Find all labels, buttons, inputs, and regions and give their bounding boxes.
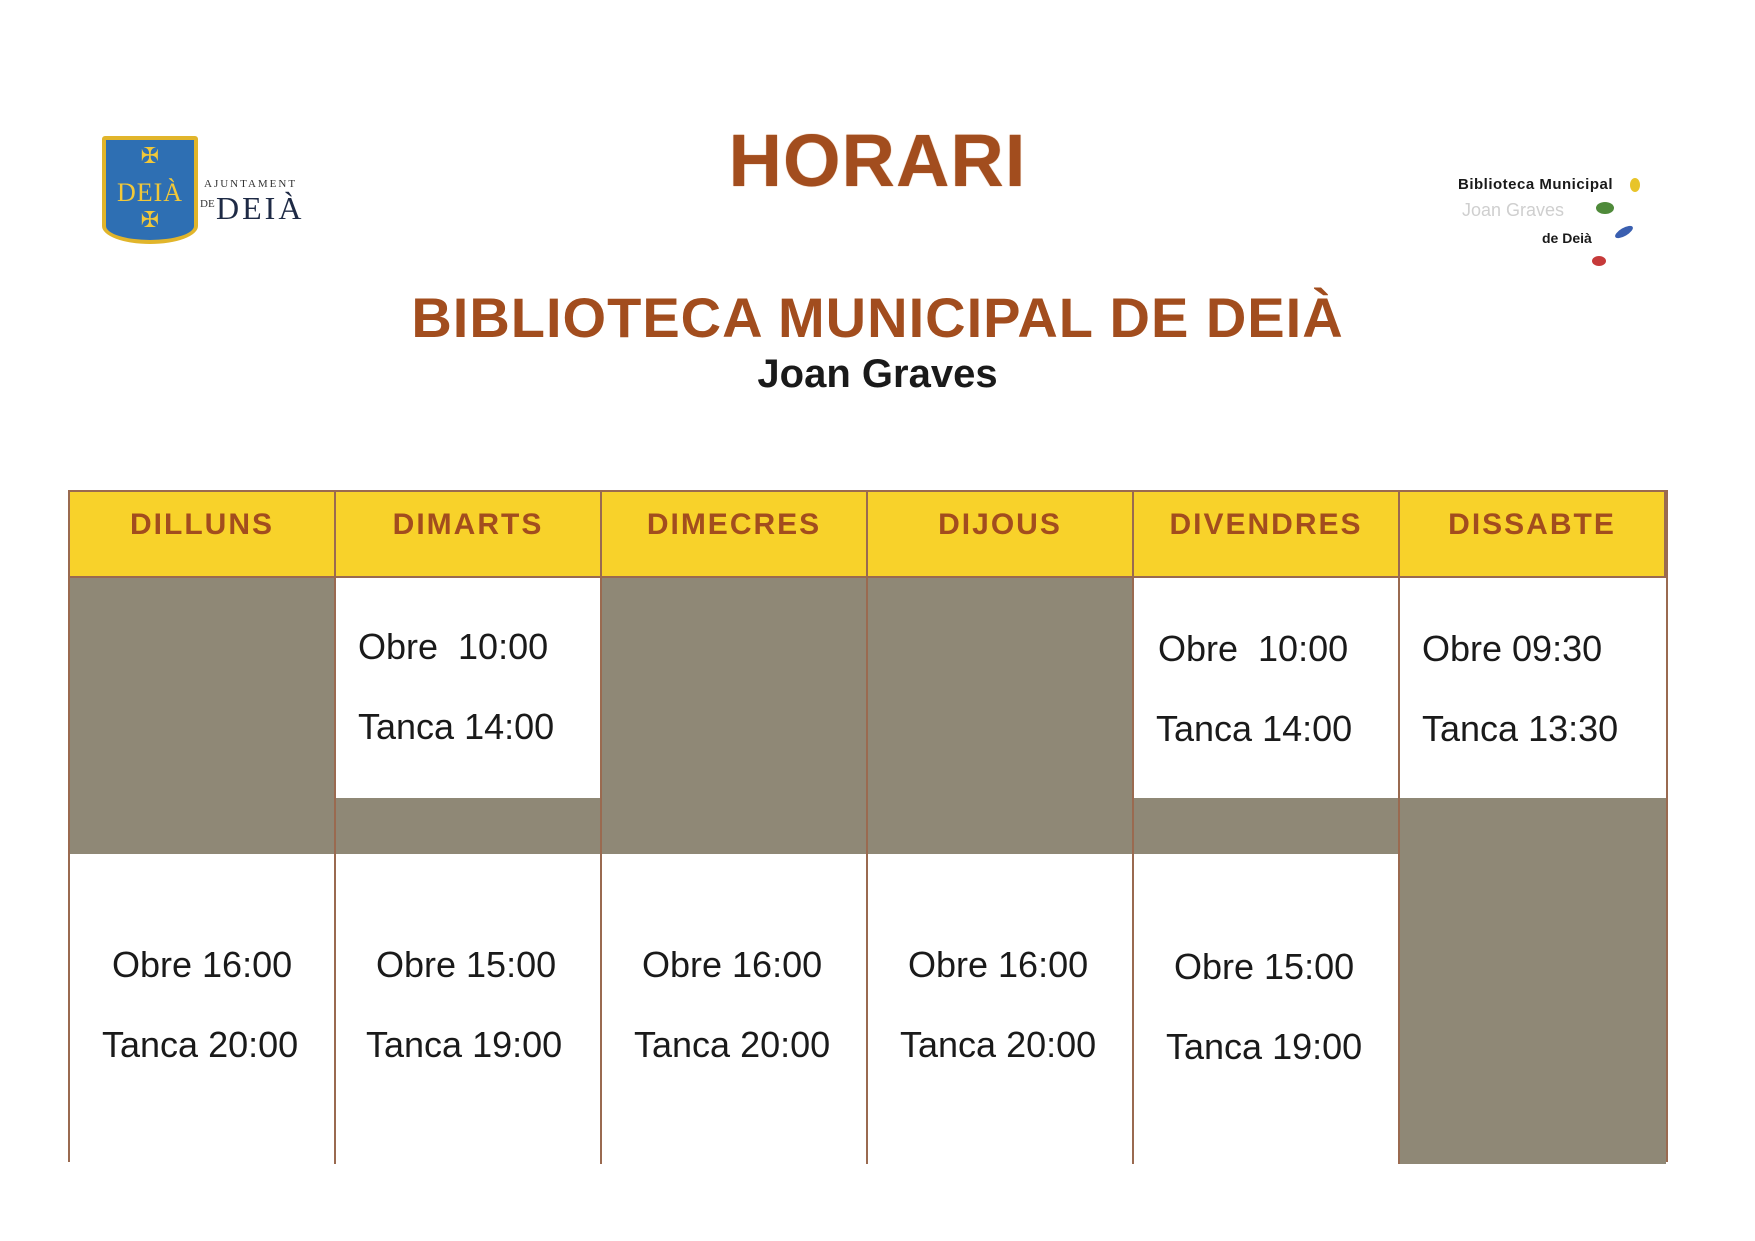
morning-slot [336, 578, 600, 798]
morning-slot [1400, 578, 1666, 798]
day-header-dimecres: DIMECRES [602, 492, 868, 578]
day-header-dissabte: DISSABTE [1400, 492, 1666, 578]
schedule-table [68, 490, 1668, 1162]
afternoon-slot [602, 854, 866, 1164]
library-logo-line2: Joan Graves [1462, 200, 1565, 220]
day-header-dijous: DIJOUS [868, 492, 1134, 578]
open-time: Obre 16:00 [908, 944, 1089, 985]
close-time: Tanca 20:00 [102, 1024, 299, 1065]
open-time: Obre 16:00 [642, 944, 823, 985]
close-time: Tanca 20:00 [634, 1024, 831, 1065]
open-time: Obre 15:00 [1174, 946, 1355, 987]
decorative-dot-icon [1596, 202, 1614, 214]
library-name: BIBLIOTECA MUNICIPAL DE DEIÀ [411, 286, 1344, 349]
page-title: HORARI [728, 119, 1027, 202]
day-column-dissabte [1400, 578, 1666, 1164]
cross-icon: ✠ [140, 208, 160, 233]
afternoon-slot [868, 854, 1132, 1164]
day-column-dilluns [70, 578, 336, 1164]
afternoon-slot [336, 854, 600, 1164]
open-time: Obre 09:30 [1422, 628, 1603, 669]
afternoon-slot [70, 854, 334, 1164]
day-header-divendres: DIVENDRES [1134, 492, 1400, 578]
day-header-dimarts: DIMARTS [336, 492, 602, 578]
day-header-dilluns: DILLUNS [70, 492, 336, 578]
day-column-dimecres [602, 578, 868, 1164]
library-subtitle: Joan Graves [757, 352, 998, 396]
morning-slot [1134, 578, 1398, 798]
open-time: Obre 10:00 [358, 626, 549, 667]
decorative-dot-icon [1613, 224, 1634, 241]
close-time: Tanca 13:30 [1422, 708, 1619, 749]
day-column-dimarts [336, 578, 602, 1164]
close-time: Tanca 20:00 [900, 1024, 1097, 1065]
day-column-divendres [1134, 578, 1400, 1164]
afternoon-slot [1134, 854, 1398, 1164]
decorative-dot-icon [1592, 256, 1606, 266]
town-name: DEIÀ [216, 190, 305, 226]
close-time: Tanca 14:00 [358, 706, 555, 747]
town-shield-logo [102, 136, 198, 244]
open-time: Obre 16:00 [112, 944, 293, 985]
de-label: DE [200, 198, 215, 210]
library-logo-line3: de Deià [1542, 230, 1592, 246]
day-column-dijous [868, 578, 1134, 1164]
close-time: Tanca 14:00 [1156, 708, 1353, 749]
open-time: Obre 15:00 [376, 944, 557, 985]
close-time: Tanca 19:00 [366, 1024, 563, 1065]
decorative-dot-icon [1630, 178, 1640, 192]
ajuntament-label: AJUNTAMENT [204, 178, 298, 190]
close-time: Tanca 19:00 [1166, 1026, 1363, 1067]
cross-icon: ✠ [140, 144, 160, 169]
open-time: Obre 10:00 [1158, 628, 1349, 669]
library-logo-line1: Biblioteca Municipal [1458, 176, 1614, 193]
shield-word: DEIÀ [116, 178, 184, 207]
